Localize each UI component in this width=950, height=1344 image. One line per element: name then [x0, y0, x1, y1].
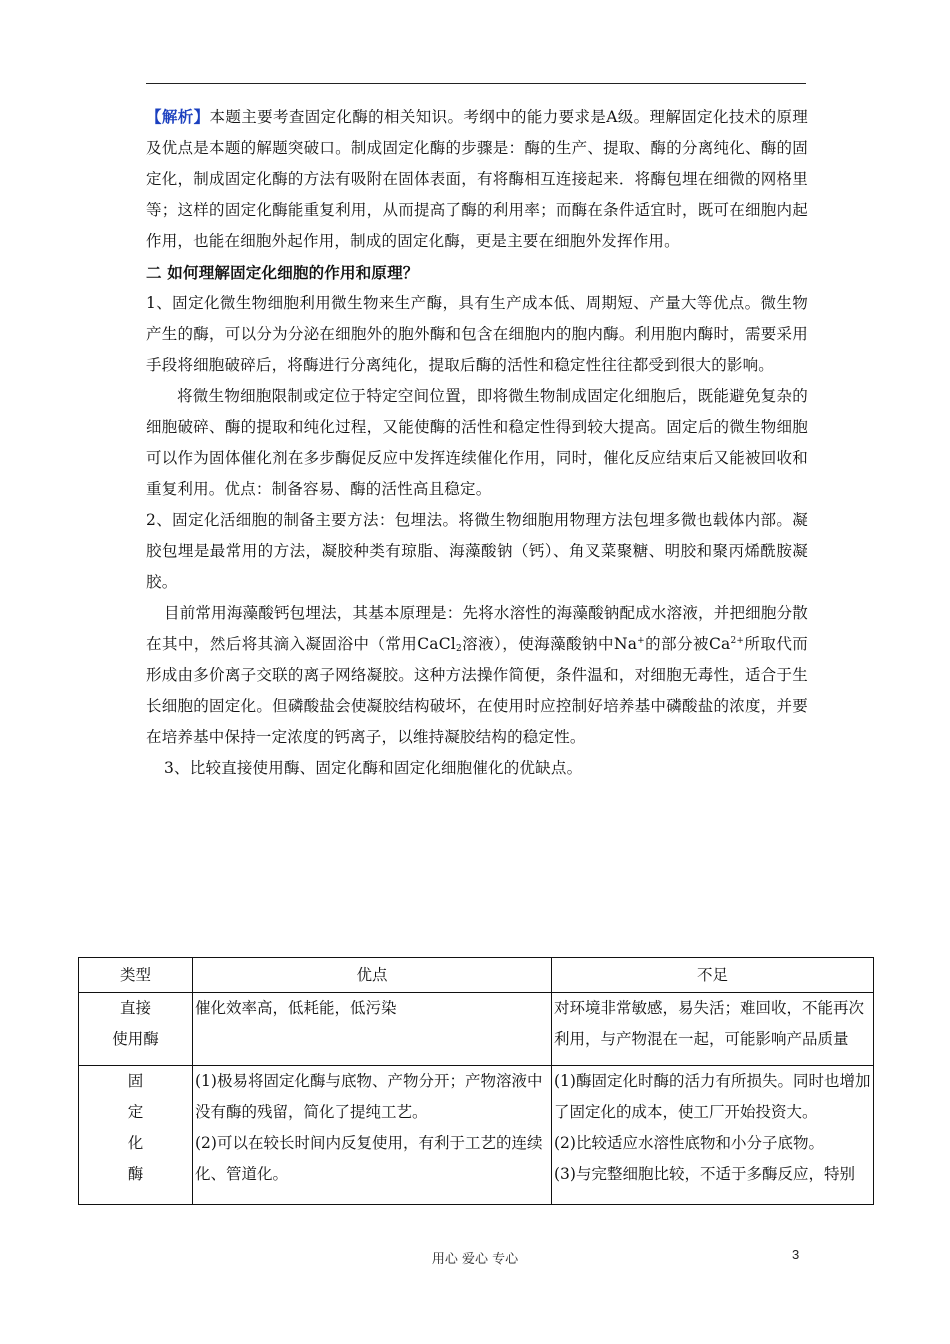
p4-part-b: 溶液），使海藻酸钠中Na: [461, 635, 638, 653]
p4-superscript-2: 2+: [730, 636, 745, 646]
p4-subscript: 2: [455, 644, 462, 654]
p4-superscript-1: +: [637, 636, 645, 646]
paragraph-1: 1、固定化微生物细胞利用微生物来生产酶，具有生产成本低、周期短、产量大等优点。微生物产生的酶，可以分为分泌在细胞外的胞外酶和包含在细胞内的胞内酶。利用胞内酶时，需要采用手段将细胞破碎后，将酶进行分离纯化，提取后酶的活性和稳定性往往都受到很大的影响。: [146, 294, 808, 374]
analysis-text: 本题主要考查固定化酶的相关知识。考纲中的能力要求是A级。理解固定化技术的原理及优点是本题的解题突破口。制成固定化酶的步骤是：酶的生产、提取、酶的分离纯化、酶的固定化，制成固定化酶的方法有吸附在固体表面，有将酶相互连接起来．将酶包埋在细微的网格里等；这样的固定化酶能重复利用，从而提高了酶的利用率；而酶在条件适宜时，既可在细胞内起作用，也能在细胞外起作用，制成的固定化酶，更是主要在细胞外发挥作用。: [146, 108, 808, 250]
p4-part-a: 目前常用海藻酸钙包埋法，其基本原理是：先将水溶性的海藻酸钠配成水溶液，并把细胞分散在其中，然后将其滴入凝固浴中（常用CaCl: [146, 604, 808, 653]
paragraph-5: 3、比较直接使用酶、固定化酶和固定化细胞催化的优缺点。: [164, 759, 583, 777]
cons-cell: (1)酶固定化时酶的活力有所损失。同时也增加了固定化的成本，使工厂开始投资大。 (2)比较适应水溶性底物和小分子底物。 (3)与完整细胞比较，不适于多酶反应，特别: [552, 1066, 874, 1205]
p4-part-c: 的部分被Ca: [644, 635, 731, 653]
table-header-row: [79, 958, 874, 993]
header-cons: 不足: [552, 958, 874, 993]
footer-slogan: 用心 爱心 专心: [431, 1252, 519, 1267]
document-body: [146, 101, 808, 784]
type-cell: 固 定 化 酶: [79, 1066, 193, 1205]
paragraph-2: 将微生物细胞限制或定位于特定空间位置，即将微生物制成固定化细胞后，既能避免复杂的细胞破碎、酶的提取和纯化过程，又能使酶的活性和稳定性得到较大提高。固定后的微生物细胞可以作为固体催化剂在多步酶促反应中发挥连续催化作用，同时，催化反应结束后又能被回收和重复利用。优点：制备容易、酶的活性高且稳定。: [146, 387, 808, 498]
pros-cell: (1)极易将固定化酶与底物、产物分开；产物溶液中没有酶的残留，简化了提纯工艺。 (2)可以在较长时间内反复使用，有利于工艺的连续化、管道化。: [193, 1066, 552, 1205]
paragraph-3: 2、固定化活细胞的制备主要方法：包埋法。将微生物细胞用物理方法包埋多微也载体内部。凝胶包埋是最常用的方法，凝胶种类有琼脂、海藻酸钠（钙）、角叉菜聚糖、明胶和聚丙烯酰胺凝胶。: [146, 511, 808, 591]
cons-cell: 对环境非常敏感，易失活；难回收，不能再次利用，与产物混在一起，可能影响产品质量: [552, 993, 874, 1066]
comparison-table: [78, 957, 874, 1205]
p4-part-d: 所取代而形成由多价离子交联的离子网络凝胶。这种方法操作简便，条件温和，对细胞无毒性，适合于生长细胞的固定化。但磷酸盐会使凝胶结构破坏，在使用时应控制好培养基中磷酸盐的浓度，并要在培养基中保持一定浓度的钙离子，以维持凝胶结构的稳定性。: [146, 635, 808, 746]
table-row: [79, 1066, 874, 1205]
section-heading: 二 如何理解固定化细胞的作用和原理？: [146, 263, 419, 282]
table-row: [79, 993, 874, 1066]
header-rule: [146, 83, 806, 84]
pros-cell: 催化效率高，低耗能，低污染: [193, 993, 552, 1066]
header-type: 类型: [79, 958, 193, 993]
page-number: 3: [792, 1247, 800, 1262]
analysis-paragraph: [146, 101, 808, 257]
paragraph-4: [146, 598, 808, 753]
analysis-tag: 【解析】: [146, 107, 210, 126]
type-cell: 直接 使用酶: [79, 993, 193, 1066]
header-pros: 优点: [193, 958, 552, 993]
